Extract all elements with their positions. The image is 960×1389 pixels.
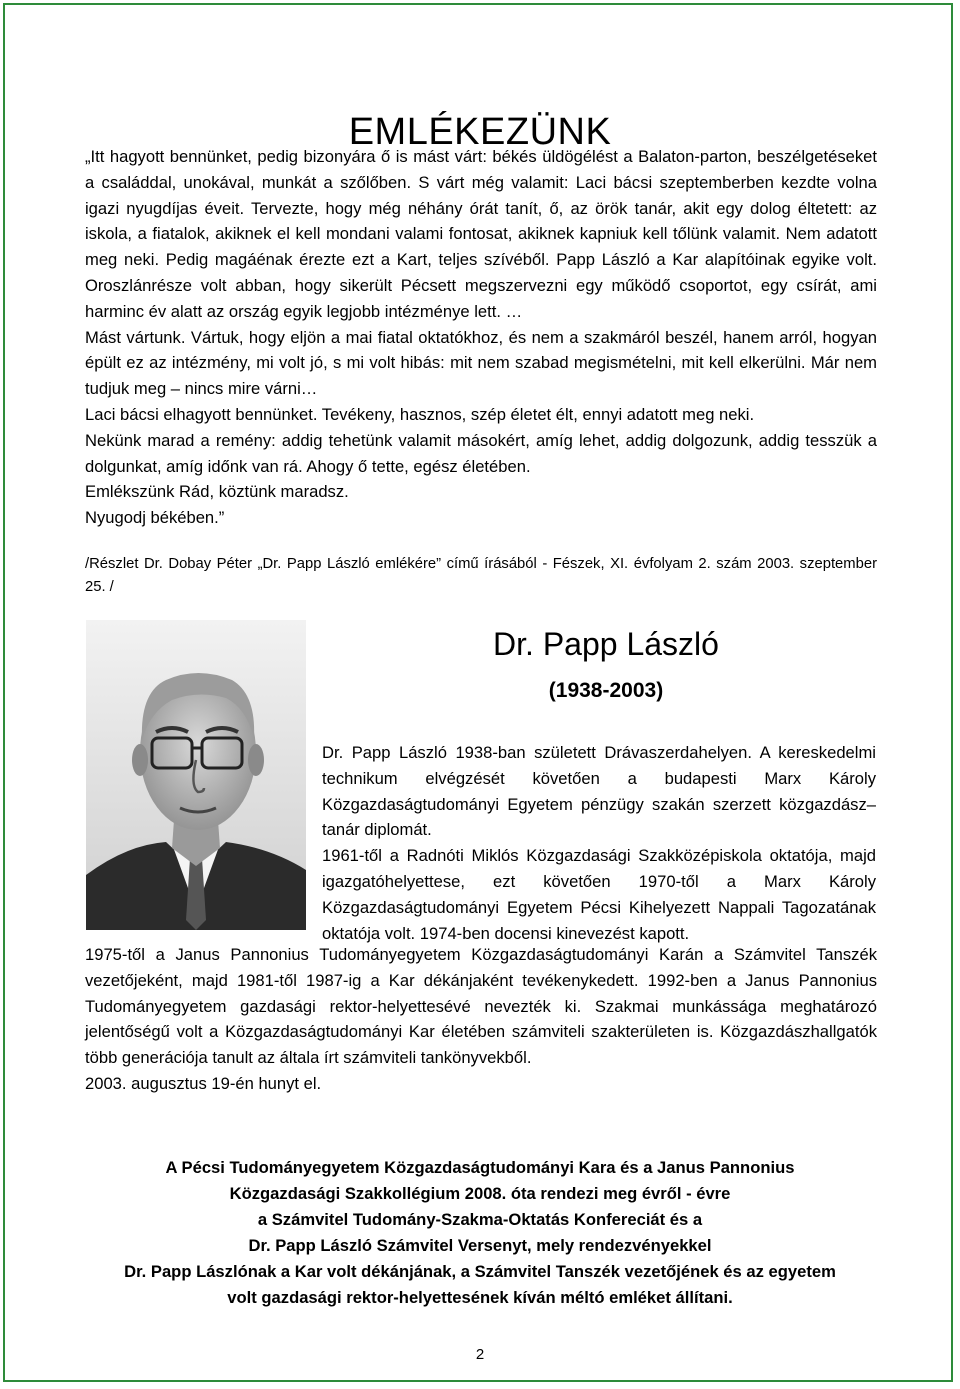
closing-line: Dr. Papp Lászlónak a Kar volt dékánjának, a Számvitel Tanszék vezetőjének és az egyetem [124, 1262, 836, 1281]
portrait-photo [86, 620, 306, 930]
closing-line: Közgazdasági Szakkollégium 2008. óta rendezi meg évről - évre [229, 1184, 731, 1203]
closing-line: volt gazdasági rektor-helyettesének kíván méltó emléket állítani. [227, 1288, 733, 1307]
closing-line: Dr. Papp László Számvitel Versenyt, mely rendezvényekkel [248, 1236, 712, 1255]
memorial-quote [85, 144, 877, 531]
quote-paragraph-4: Nekünk marad a remény: addig tehetünk valamit másokért, amíg lehet, addig dolgozunk, addig tesszük a dolgunkat, amíg időnk van rá. Ahogy ő tette, egész életében. [85, 430, 877, 476]
closing-line: A Pécsi Tudományegyetem Közgazdaságtudományi Kara és a Janus Pannonius [165, 1158, 795, 1177]
biography-paragraph-1: Dr. Papp László 1938-ban született Drávaszerdahelyen. A kereskedelmi technikum elvégzését követően a budapesti Marx Károly Közgazdaságtudományi Egyetem pénzügy szakán szerzett közgazdász–tanár diplomát. [322, 743, 876, 840]
closing-statement [60, 1155, 900, 1311]
closing-line: a Számvitel Tudomány-Szakma-Oktatás Konfereciát és a [257, 1210, 703, 1229]
page-title: EMLÉKEZÜNK [348, 111, 612, 154]
biography-paragraph-4: 2003. augusztus 19-én hunyt el. [85, 1073, 322, 1093]
source-citation: /Részlet Dr. Dobay Péter „Dr. Papp László emlékére” című írásából - Fészek, XI. évfolyam 2. szám 2003. szeptember 25. / [85, 556, 877, 595]
page-number: 2 [475, 1346, 485, 1363]
portrait-illustration [86, 620, 306, 930]
person-name: Dr. Papp László [493, 626, 719, 662]
biography-paragraph-3: 1975-től a Janus Pannonius Tudományegyetem Közgazdaságtudományi Karán a Számvitel Tanszék vezetőjeként, majd 1981-től 1987-ig a Kar dékánjaként tevékenykedett. 1992-ben a Janus Pannonius Tudományegyetem gazdasági rektor-helyettesévé nevezték ki. Szakmai munkássága meghatározó jelentőségű volt a Közgazdaságtudományi Kar életében számviteli szakterületen is. Közgazdászhallgatók több generációja tanult az általa írt számviteli tankönyvekből. [85, 945, 877, 1068]
quote-paragraph-6: Nyugodj békében.” [85, 508, 225, 528]
biography-paragraph-2: 1961-től a Radnóti Miklós Közgazdasági Szakközépiskola oktatója, majd igazgatóhelyettese, ezt követően 1970-től a Marx Károly Közgazdaságtudományi Egyetem Pécsi Kihelyezett Nappali Tagozatának oktatója volt. 1974-ben docensi kinevezést kapott. [322, 846, 876, 943]
quote-paragraph-5: Emlékszünk Rád, köztünk maradsz. [85, 482, 349, 502]
quote-paragraph-2: Mást vártunk. Vártuk, hogy eljön a mai fiatal oktatókhoz, és nem a szakmáról beszél, hanem arról, hogyan épült ez az intézmény, mi volt jó, s mi volt hibás: mit nem szabad megismételni, mit kell elkerülni. Már nem tudjuk meg – nincs mire várni… [85, 327, 877, 399]
person-years: (1938-2003) [548, 679, 664, 702]
biography-part-1 [322, 740, 876, 946]
biography-part-2 [85, 942, 877, 1097]
quote-paragraph-3: Laci bácsi elhagyott bennünket. Tevékeny, hasznos, szép életet élt, ennyi adatott meg neki. [85, 404, 755, 424]
quote-paragraph-1: „Itt hagyott bennünket, pedig bizonyára ő is mást várt: békés üldögélést a Balaton-parton, beszélgetéseket a családdal, unokával, munkát a szőlőben. S várt még valamit: Laci bácsi szeptemberben kezdte volna igazi nyugdíjas éveit. Tervezte, hogy még néhány órát tanít, ő, az örök tanár, akit egy dolog éltetett: az iskola, a fiatalok, akiknek el kell mondani valami fontosat, akiknek kapniuk kell tőlünk valamit. Nem adatott meg neki. Pedig magáénak érezte ezt a Kart, teljes szívéből. Papp László a Kar alapítóinak egyike volt. Oroszlánrésze volt abban, hogy sikerült Pécsett megszervezni egy működő csoportot, egy csírát, ami harminc év alatt az ország egyik legjobb intézménye lett. … [85, 147, 877, 321]
